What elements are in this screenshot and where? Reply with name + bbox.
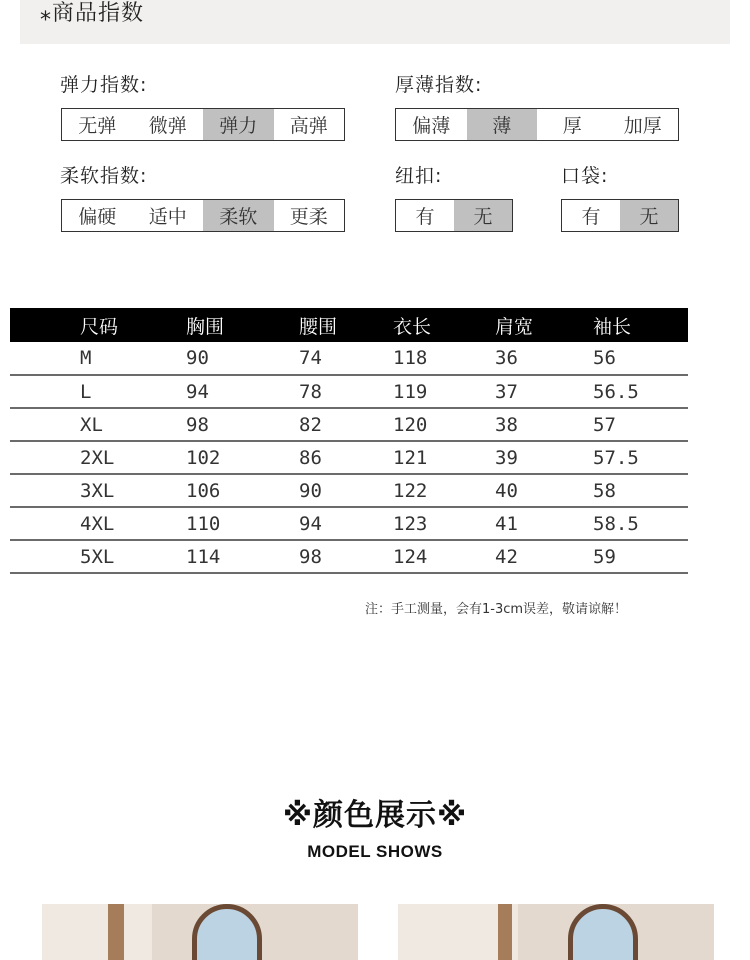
table-cell: 57.5 (585, 441, 688, 474)
softness-option: 更柔 (289, 206, 328, 228)
model-photo (42, 904, 358, 960)
table-row (10, 540, 688, 573)
thickness-label: 厚薄指数: (395, 74, 483, 96)
elasticity-option: 无弹 (78, 115, 117, 137)
table-row (10, 441, 688, 474)
table-cell: 56.5 (585, 375, 688, 408)
table-row (10, 507, 688, 540)
softness-option: 偏硬 (78, 206, 117, 228)
table-cell: 57 (585, 408, 688, 441)
thickness-option: 厚 (562, 115, 582, 137)
pocket-option-selected: 无 (620, 200, 678, 231)
table-row (10, 408, 688, 441)
table-row (10, 375, 688, 408)
pocket-label: 口袋: (561, 165, 609, 187)
col-header-sleeve: 袖长 (585, 308, 688, 342)
table-cell: 56 (585, 342, 688, 375)
buttons-option: 有 (415, 206, 435, 228)
table-cell: 58 (585, 474, 688, 507)
table-cell: 37 (487, 375, 585, 408)
header-title: ⁎商品指数 (40, 1, 145, 26)
thickness-option: 加厚 (623, 115, 662, 137)
thickness-options (395, 108, 679, 141)
size-table-header-row (10, 308, 688, 342)
table-cell: M (10, 342, 180, 375)
table-row (10, 342, 688, 375)
table-cell: 58.5 (585, 507, 688, 540)
table-cell: 5XL (10, 540, 180, 573)
elasticity-option: 微弹 (148, 115, 187, 137)
table-row (10, 474, 688, 507)
col-header-shoulder: 肩宽 (487, 308, 585, 342)
pocket-option: 有 (581, 206, 601, 228)
softness-option-selected: 柔软 (203, 200, 274, 231)
table-cell: 59 (585, 540, 688, 573)
table-cell: 40 (487, 474, 585, 507)
photo-door-frame (498, 904, 512, 960)
table-cell: 119 (389, 375, 487, 408)
table-cell: 102 (180, 441, 291, 474)
table-cell: 118 (389, 342, 487, 375)
table-cell: 106 (180, 474, 291, 507)
softness-label: 柔软指数: (60, 165, 148, 187)
table-cell: 41 (487, 507, 585, 540)
buttons-options (395, 199, 513, 232)
photo-door-frame (108, 904, 124, 960)
thickness-option-selected: 薄 (467, 109, 538, 140)
table-cell: 114 (180, 540, 291, 573)
buttons-label: 纽扣: (395, 165, 443, 187)
table-cell: XL (10, 408, 180, 441)
table-cell: 82 (291, 408, 389, 441)
size-table (10, 308, 688, 574)
table-cell: 2XL (10, 441, 180, 474)
thickness-option: 偏薄 (412, 115, 451, 137)
table-cell: 98 (291, 540, 389, 573)
table-cell: 90 (291, 474, 389, 507)
table-cell: 86 (291, 441, 389, 474)
table-cell: L (10, 375, 180, 408)
table-cell: 121 (389, 441, 487, 474)
col-header-bust: 胸围 (180, 308, 291, 342)
table-cell: 3XL (10, 474, 180, 507)
col-header-waist: 腰围 (291, 308, 389, 342)
table-cell: 4XL (10, 507, 180, 540)
table-cell: 38 (487, 408, 585, 441)
elasticity-label: 弹力指数: (60, 74, 148, 96)
col-header-size: 尺码 (10, 308, 180, 342)
table-cell: 110 (180, 507, 291, 540)
softness-option: 适中 (148, 206, 187, 228)
pocket-options (561, 199, 679, 232)
table-cell: 94 (291, 507, 389, 540)
col-header-length: 衣长 (389, 308, 487, 342)
buttons-option-selected: 无 (454, 200, 512, 231)
table-cell: 36 (487, 342, 585, 375)
elasticity-option: 高弹 (289, 115, 328, 137)
table-cell: 78 (291, 375, 389, 408)
table-cell: 90 (180, 342, 291, 375)
table-cell: 74 (291, 342, 389, 375)
section-title: ※颜色展示※ (282, 798, 468, 833)
section-subtitle: MODEL SHOWS (307, 842, 443, 861)
table-cell: 42 (487, 540, 585, 573)
model-photo (398, 904, 714, 960)
table-cell: 39 (487, 441, 585, 474)
table-cell: 122 (389, 474, 487, 507)
elasticity-option-selected: 弹力 (203, 109, 274, 140)
table-cell: 124 (389, 540, 487, 573)
measurement-note: 注：手工测量，会有1-3cm误差，敬请谅解！ (365, 602, 628, 617)
table-cell: 120 (389, 408, 487, 441)
table-cell: 123 (389, 507, 487, 540)
table-cell: 94 (180, 375, 291, 408)
elasticity-options (61, 108, 345, 141)
table-cell: 98 (180, 408, 291, 441)
softness-options (61, 199, 345, 232)
